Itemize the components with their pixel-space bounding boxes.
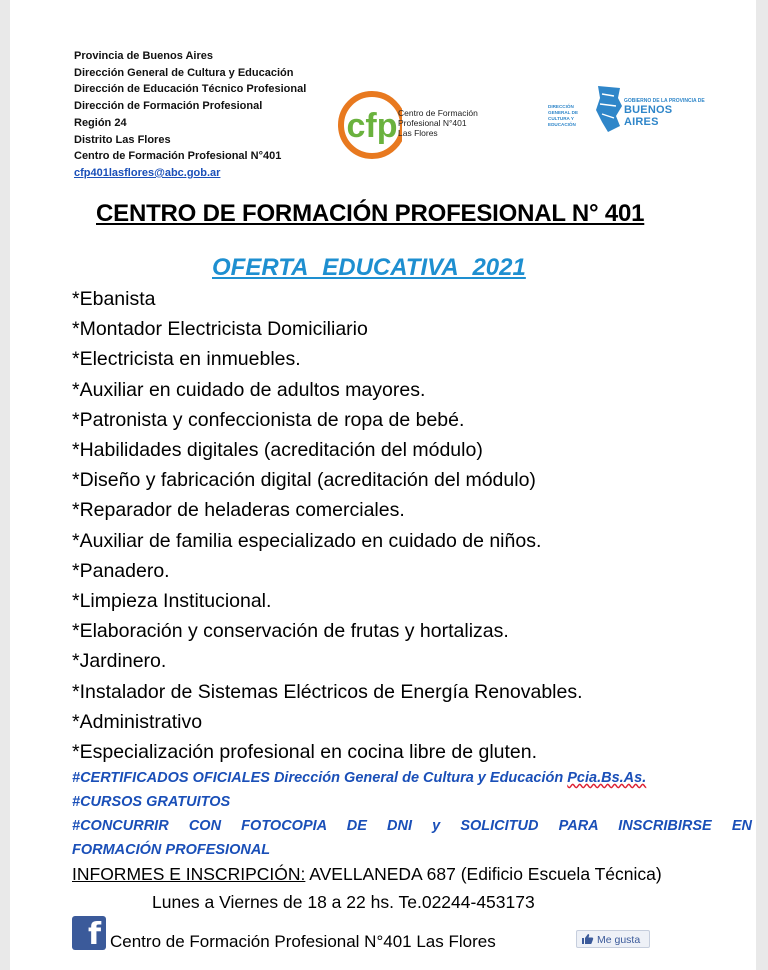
page-subtitle: OFERTA EDUCATIVA 2021: [212, 254, 526, 281]
gob-logo-buenos-aires: BUENOS AIRES: [624, 104, 673, 128]
horario-line: Lunes a Viernes de 18 a 22 hs. Te.02244-453173: [152, 892, 535, 912]
concurrir-note-line2: FORMACIÓN PROFESIONAL: [72, 842, 271, 858]
certificados-note: #CERTIFICADOS OFICIALES Dirección General de Cultura y Educación Pcia.Bs.As.: [72, 770, 647, 786]
header-line: Dirección General de Cultura y Educación: [74, 66, 294, 79]
header-line: Dirección de Formación Profesional: [74, 100, 263, 113]
gobierno-logo: [546, 80, 706, 140]
list-item: *Auxiliar en cuidado de adultos mayores.: [72, 378, 426, 401]
list-item: *Panadero.: [72, 559, 170, 582]
informes-label: INFORMES E INSCRIPCIÓN:: [72, 864, 306, 884]
cfp-logo-text: Centro de Formación Profesional N°401 Las Flores: [398, 108, 478, 138]
header-line: Dirección de Educación Técnico Profesional: [74, 83, 307, 96]
page-title: CENTRO DE FORMACIÓN PROFESIONAL N° 401: [96, 200, 645, 227]
institution-header: [74, 48, 306, 182]
facebook-icon[interactable]: f: [72, 916, 106, 950]
facebook-page-name[interactable]: Centro de Formación Profesional N°401 Las Flores: [110, 932, 496, 951]
list-item: *Jardinero.: [72, 650, 167, 673]
list-item: *Limpieza Institucional.: [72, 590, 272, 613]
informes-line: [72, 864, 662, 885]
cfp-logo: [338, 88, 498, 166]
thumbs-up-icon: [581, 933, 594, 945]
svg-text:cfp: cfp: [346, 107, 398, 145]
informes-address: AVELLANEDA 687 (Edificio Escuela Técnica): [305, 864, 662, 884]
list-item: *Administrativo: [72, 710, 203, 733]
list-item: *Habilidades digitales (acreditación del módulo): [72, 439, 483, 462]
header-line: Centro de Formación Profesional N°401: [74, 150, 282, 163]
header-line: Provincia de Buenos Aires: [74, 50, 213, 62]
list-item: *Patronista y confeccionista de ropa de bebé.: [72, 408, 465, 431]
gob-logo-gobierno-text: GOBIERNO DE LA PROVINCIA DE: [624, 98, 705, 104]
like-button-label: Me gusta: [597, 934, 641, 946]
cfp-logo-mark: [338, 88, 402, 162]
list-item: *Reparador de heladeras comerciales.: [72, 499, 405, 522]
province-map-icon: [594, 82, 624, 134]
flyer-page: [10, 0, 756, 970]
list-item: *Diseño y fabricación digital (acreditación del módulo): [72, 469, 536, 492]
notes-block: [72, 766, 752, 862]
header-line: Distrito Las Flores: [74, 133, 171, 146]
like-button[interactable]: [576, 930, 650, 948]
gratuitos-note: #CURSOS GRATUITOS: [72, 794, 231, 810]
list-item: *Especialización profesional en cocina libre de gluten.: [72, 741, 538, 764]
list-item: *Ebanista: [72, 288, 156, 310]
list-item: *Montador Electricista Domiciliario: [72, 318, 368, 341]
email-link[interactable]: cfp401lasflores@abc.gob.ar: [74, 166, 221, 179]
concurrir-note-line1: #CONCURRIR CON FOTOCOPIA DE DNI y SOLICITUD PARA INSCRIBIRSE EN: [72, 818, 752, 834]
list-item: *Auxiliar de familia especializado en cuidado de niños.: [72, 529, 542, 552]
list-item: *Instalador de Sistemas Eléctricos de Energía Renovables.: [72, 680, 583, 703]
list-item: *Elaboración y conservación de frutas y hortalizas.: [72, 620, 509, 643]
header-line: Región 24: [74, 116, 127, 129]
list-item: *Electricista en inmuebles.: [72, 348, 301, 371]
gob-logo-dgce-text: DIRECCIÓN GENERAL DE CULTURA Y EDUCACIÓN: [548, 104, 579, 127]
course-list: [72, 284, 583, 767]
